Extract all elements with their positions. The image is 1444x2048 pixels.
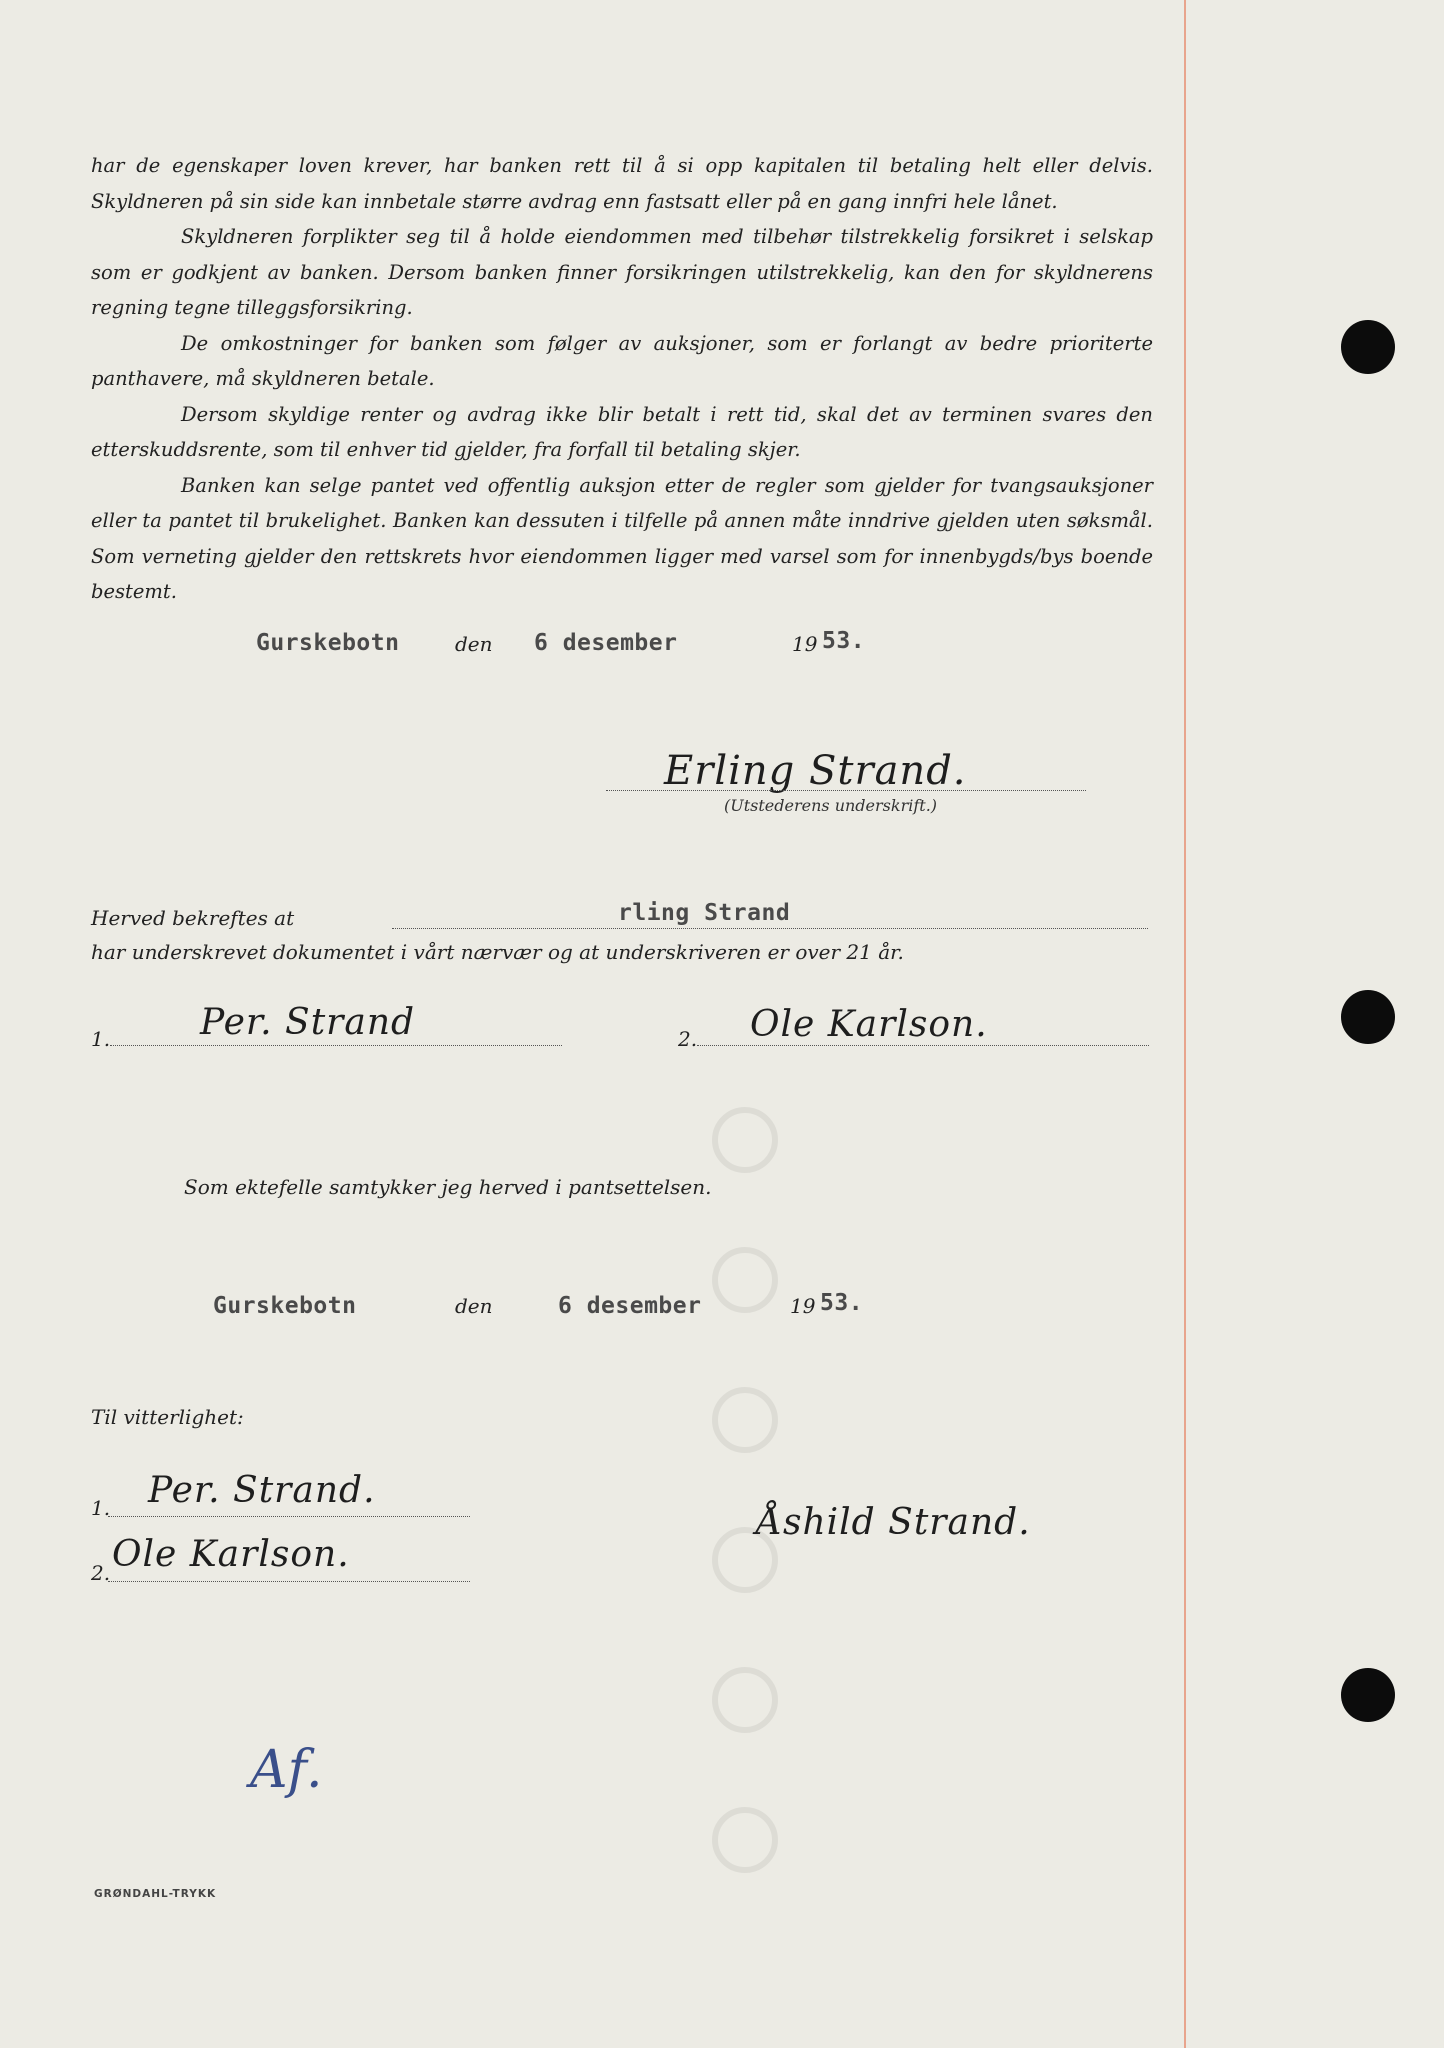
confirm-name-typed: rling Strand [618, 900, 791, 926]
paragraph-1: har de egenskaper loven krever, har banken rett til å si opp kapitalen til betaling helt eller delvis. Skyldneren på sin side kan innbetale større avdrag enn fastsatt eller på en gang innfri hele lånet. [91, 154, 1153, 213]
loan-terms-text [91, 148, 1153, 610]
witness-number-1: 1. [91, 1027, 111, 1051]
confirm-statement: har underskrevet dokumentet i vårt nærvær og at underskriveren er over 21 år. [91, 940, 904, 964]
spouse-consent: Som ektefelle samtykker jeg herved i pantsettelsen. [184, 1175, 712, 1199]
vitterlighet-line-2 [108, 1581, 470, 1582]
paragraph-3: De omkostninger for banken som følger av auksjoner, som er forlangt av bedre prioriterte panthavere, må skyldneren betale. [91, 331, 1153, 390]
witness-signature-2: Ole Karlson. [750, 1004, 988, 1045]
punch-hole-bottom [1341, 1668, 1395, 1722]
vitterlighet-signature-1: Per. Strand. [148, 1470, 376, 1511]
date1-day-month: 6 desember [534, 630, 678, 656]
spouse-signature: Åshild Strand. [756, 1502, 1031, 1543]
paragraph-2: Skyldneren forplikter seg til å holde eiendommen med tilbehør tilstrekkelig forsikret i selskap som er godkjent av banken. Dersom banken finner forsikringen utilstrekkelig, kan den for skyldnerens regning tegne tilleggsforsikring. [91, 225, 1153, 319]
witness-signature-1: Per. Strand [200, 1002, 416, 1043]
confirm-prefix: Herved bekreftes at [91, 906, 295, 930]
issuer-signature: Erling Strand. [664, 748, 967, 794]
date2-year-prefix: 19 [790, 1294, 816, 1318]
date1-place: Gurskebotn [256, 630, 400, 656]
paragraph-4: Dersom skyldige renter og avdrag ikke blir betalt i rett tid, skal det av terminen svares den etterskuddsrente, som til enhver tid gjelder, fra forfall til betaling skjer. [91, 402, 1153, 461]
issuer-signature-line [606, 790, 1086, 791]
printer-imprint: GRØNDAHL-TRYKK [94, 1888, 217, 1900]
date2-den: den [455, 1294, 493, 1318]
punch-hole-middle [1341, 990, 1395, 1044]
paragraph-5: Banken kan selge pantet ved offentlig auksjon etter de regler som gjelder for tvangsauksjoner eller ta pantet til brukelighet. Banken kan dessuten i tilfelle på annen måte inndrive gjelden uten søksmål. Som verneting gjelder den rettskrets hvor eiendommen ligger med varsel som for innenbygds/bys boende bestemt. [91, 473, 1153, 603]
witness-line-2 [697, 1045, 1149, 1046]
date1-year-prefix: 19 [792, 632, 818, 656]
confirm-name-line [392, 928, 1148, 929]
margin-rule [1184, 0, 1186, 2048]
punch-hole-top [1341, 320, 1395, 374]
vitterlighet-number-1: 1. [91, 1496, 111, 1520]
vitterlighet-heading: Til vitterlighet: [91, 1405, 244, 1429]
date1-den: den [455, 632, 493, 656]
clerk-initials: Af. [250, 1740, 324, 1800]
date2-day-month: 6 desember [558, 1293, 702, 1319]
issuer-caption: (Utstederens underskrift.) [724, 796, 938, 815]
vitterlighet-line-1 [108, 1516, 470, 1517]
witness-number-2: 2. [678, 1027, 698, 1051]
witness-line-1 [110, 1045, 562, 1046]
date2-year-suffix: 53. [820, 1290, 864, 1316]
date1-year-suffix: 53. [822, 628, 866, 654]
vitterlighet-signature-2: Ole Karlson. [112, 1534, 350, 1575]
date2-place: Gurskebotn [213, 1293, 357, 1319]
vitterlighet-number-2: 2. [91, 1561, 111, 1585]
